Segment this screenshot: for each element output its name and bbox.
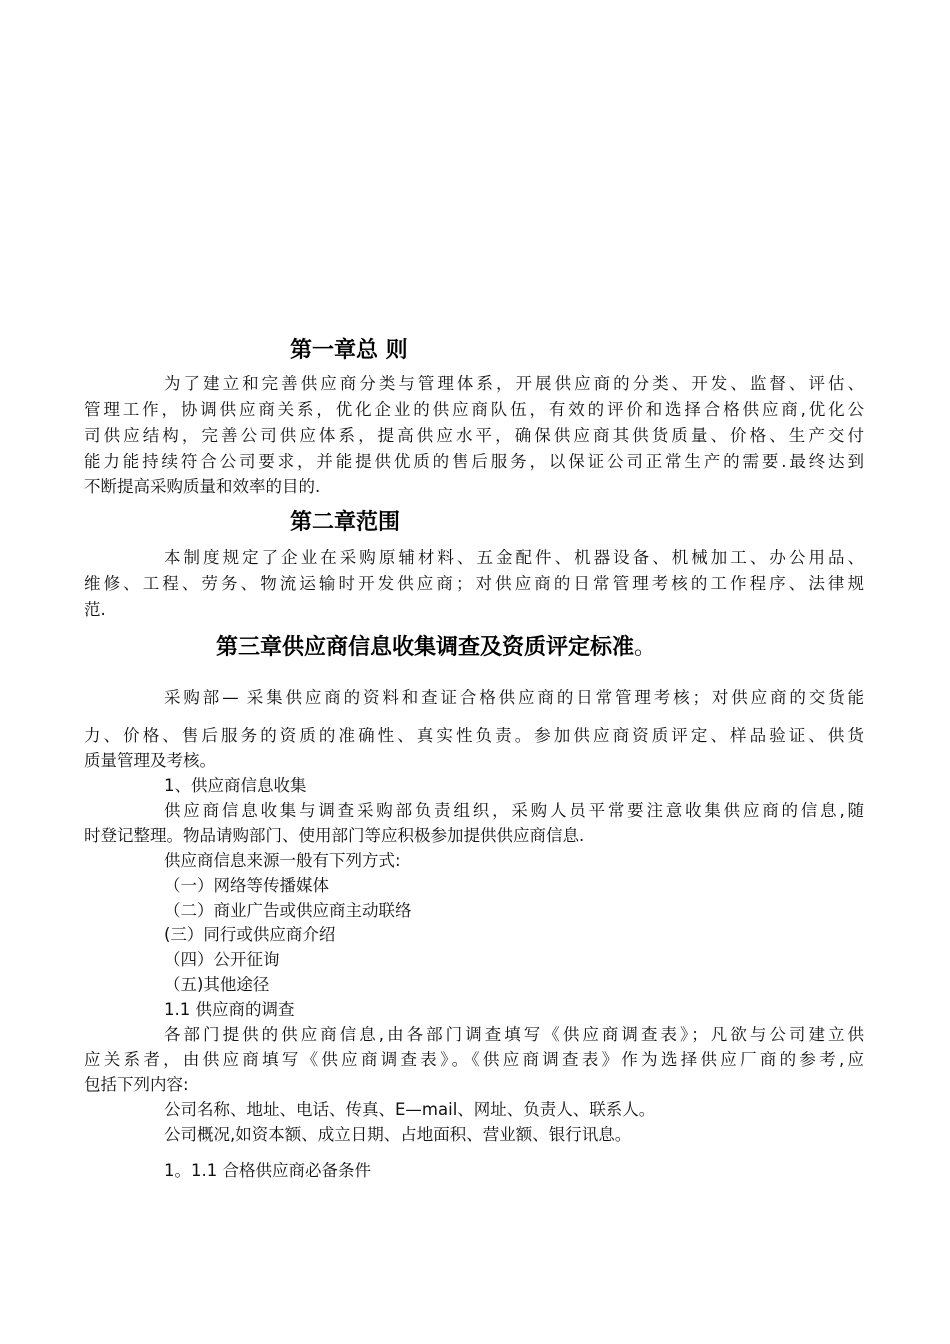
chapter1-line-3: 司供应结构，完善公司供应体系，提高供应水平，确保供应商其供货质量、价格、生产交付: [84, 426, 864, 445]
chapter1-title: 第一章总 则: [290, 338, 408, 363]
source-item-4: （四）公开征询: [164, 950, 280, 969]
chapter3-title: 第三章供应商信息收集调查及资质评定标准: [216, 635, 635, 660]
source-item-1: （一）网络等传播媒体: [164, 876, 329, 895]
section11-line-2: 应关系者，由供应商填写《供应商调查表》。《供应商调查表》作为选择供应厂商的参考,应: [84, 1050, 864, 1069]
chapter2-title: 第二章范围: [290, 510, 401, 535]
section11-line-3: 包括下列内容:: [84, 1075, 189, 1094]
chapter3-intro-line-2: 力、价格、售后服务的资质的准确性、真实性负责。参加供应商资质评定、样品验证、供货: [84, 726, 864, 745]
source-item-5: （五)其他途径: [164, 975, 270, 994]
chapter1-line-4: 能力能持续符合公司要求，并能提供优质的售后服务，以保证公司正常生产的需要.最终达到: [84, 452, 864, 471]
section1-line-2: 时登记整理。物品请购部门、使用部门等应积极参加提供供应商信息.: [84, 826, 585, 845]
chapter2-line-2: 维修、工程、劳务、物流运输时开发供应商；对供应商的日常管理考核的工作程序、法律规: [84, 574, 864, 593]
chapter3-intro-line-3: 质量管理及考核。: [84, 751, 216, 770]
section11-line-1: 各部门提供的供应商信息,由各部门调查填写《供应商调查表》；凡欲与公司建立供: [164, 1025, 864, 1044]
chapter1-line-5: 不断提高采购质量和效率的目的.: [84, 477, 321, 496]
content-item-1: 公司名称、地址、电话、传真、E—mail、网址、负责人、联系人。: [164, 1100, 656, 1119]
content-item-2: 公司概况,如资本额、成立日期、占地面积、营业额、银行讯息。: [164, 1125, 632, 1144]
section11-title: 1.1 供应商的调查: [164, 1000, 295, 1019]
chapter3-title-suffix: 。: [634, 635, 657, 660]
source-item-2: （二）商业广告或供应商主动联络: [164, 901, 412, 920]
chapter2-line-3: 范.: [84, 600, 106, 619]
section111-title: 1。1.1 合格供应商必备条件: [164, 1161, 371, 1180]
chapter3-intro-line-1: 采购部— 采集供应商的资料和查证合格供应商的日常管理考核；对供应商的交货能: [164, 688, 864, 707]
source-item-3: (三）同行或供应商介绍: [164, 925, 336, 944]
section1-line-1: 供应商信息收集与调查采购部负责组织，采购人员平常要注意收集供应商的信息,随: [164, 801, 864, 820]
chapter1-line-2: 管理工作，协调供应商关系，优化企业的供应商队伍，有效的评价和选择合格供应商,优化公: [84, 400, 864, 419]
section1-title: 1、供应商信息收集: [164, 776, 307, 795]
chapter2-line-1: 本制度规定了企业在采购原辅材料、五金配件、机器设备、机械加工、办公用品、: [164, 548, 864, 567]
chapter1-line-1: 为了建立和完善供应商分类与管理体系，开展供应商的分类、开发、监督、评估、: [164, 374, 864, 393]
chapter3-title-wrap: [216, 633, 656, 663]
sources-intro: 供应商信息来源一般有下列方式:: [164, 851, 401, 870]
